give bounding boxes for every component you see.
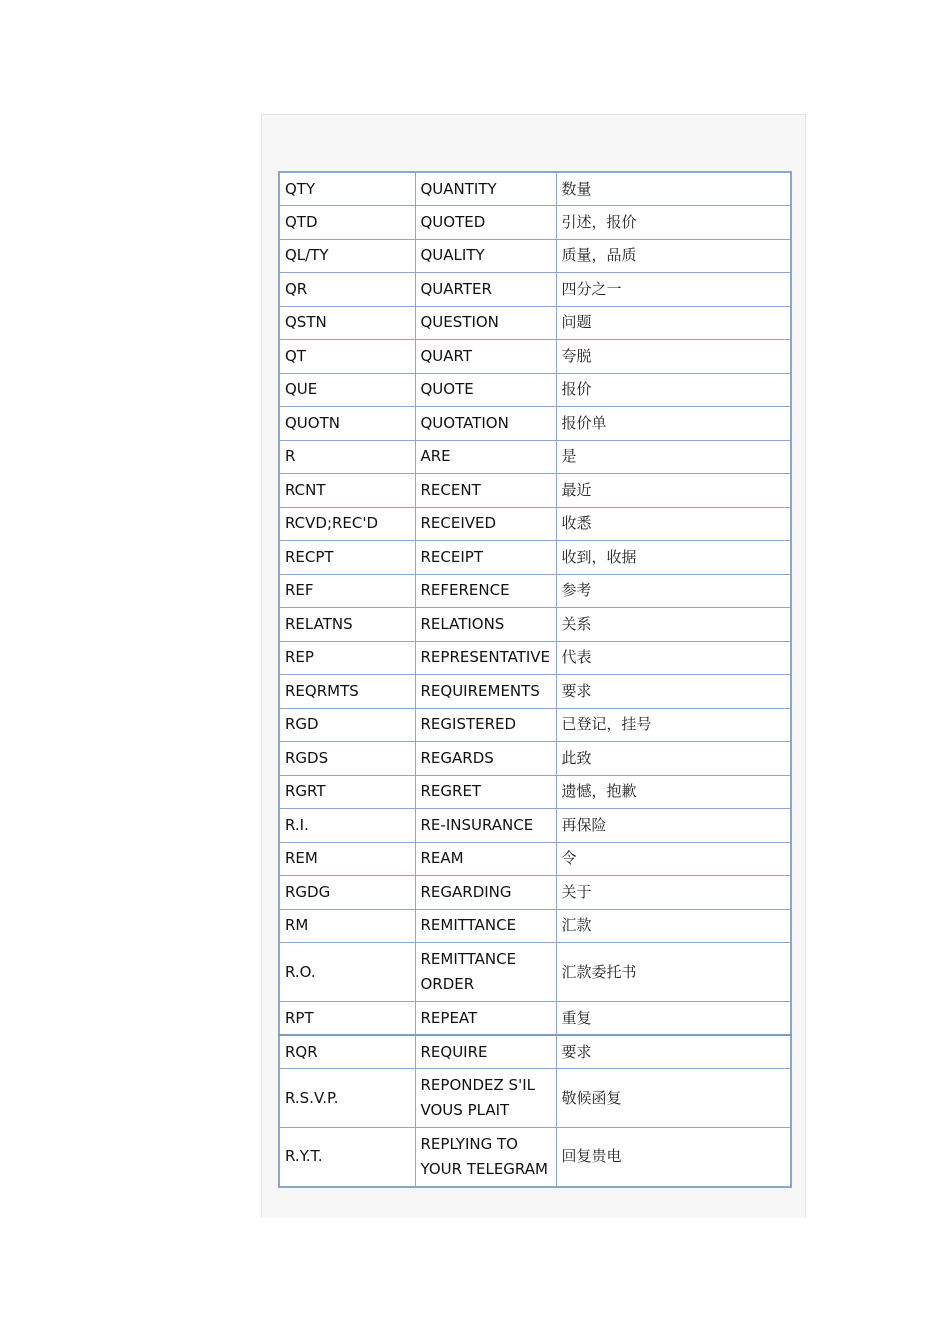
abbreviation-cell: REF <box>279 574 415 608</box>
chinese-meaning-cell: 收到，收据 <box>556 541 791 575</box>
chinese-meaning-cell: 报价单 <box>556 407 791 441</box>
full-term-cell: QUOTE <box>415 373 556 407</box>
full-term-cell: QUART <box>415 340 556 374</box>
abbreviation-cell: RECPT <box>279 541 415 575</box>
full-term-line: YOUR TELEGRAM <box>420 1159 548 1178</box>
abbreviation-cell: RQR <box>279 1035 415 1069</box>
abbreviation-cell: QT <box>279 340 415 374</box>
full-term-cell: REGISTERED <box>415 708 556 742</box>
abbreviation-cell: QUE <box>279 373 415 407</box>
full-term-cell: QUOTATION <box>415 407 556 441</box>
full-term-cell: RECEIPT <box>415 541 556 575</box>
full-term-cell: ARE <box>415 440 556 474</box>
chinese-meaning-cell: 质量，品质 <box>556 239 791 273</box>
table-row <box>279 474 791 508</box>
full-term-cell <box>415 943 556 1002</box>
chinese-meaning-cell: 关系 <box>556 608 791 642</box>
chinese-meaning-cell: 遗憾，抱歉 <box>556 775 791 809</box>
chinese-meaning-cell: 收悉 <box>556 507 791 541</box>
full-term-cell: RECENT <box>415 474 556 508</box>
full-term-line: REMITTANCE <box>420 950 517 968</box>
full-term-cell: QUARTER <box>415 273 556 307</box>
abbreviation-cell: RCNT <box>279 474 415 508</box>
chinese-meaning-cell: 要求 <box>556 1035 791 1069</box>
chinese-meaning-cell: 汇款委托书 <box>556 943 791 1002</box>
full-term-line: ORDER <box>420 975 475 993</box>
table-row <box>279 340 791 374</box>
chinese-meaning-cell: 令 <box>556 842 791 876</box>
table-row <box>279 172 791 206</box>
table-row <box>279 541 791 575</box>
chinese-meaning-cell: 汇款 <box>556 909 791 943</box>
full-term-line: REPLYING TO <box>420 1134 518 1153</box>
full-term-cell: RECEIVED <box>415 507 556 541</box>
chinese-meaning-cell: 代表 <box>556 641 791 675</box>
full-term-cell: REGARDS <box>415 742 556 776</box>
full-term-cell: RE-INSURANCE <box>415 809 556 843</box>
abbreviation-cell: QTD <box>279 206 415 240</box>
full-term-cell: REFERENCE <box>415 574 556 608</box>
abbreviation-cell: QL/TY <box>279 239 415 273</box>
chinese-meaning-cell: 报价 <box>556 373 791 407</box>
table-row <box>279 809 791 843</box>
abbreviation-cell: R.I. <box>279 809 415 843</box>
table-row <box>279 943 791 1002</box>
full-term-cell: REQUIRE <box>415 1035 556 1069</box>
abbreviation-cell: R.O. <box>279 943 415 1002</box>
abbreviation-cell: QUOTN <box>279 407 415 441</box>
abbreviation-cell: R.S.V.P. <box>279 1069 415 1128</box>
chinese-meaning-cell: 引述，报价 <box>556 206 791 240</box>
table-row <box>279 440 791 474</box>
table-row <box>279 306 791 340</box>
full-term-cell <box>415 1128 556 1187</box>
table-row <box>279 273 791 307</box>
full-term-cell <box>415 1069 556 1128</box>
abbreviation-cell: RGDG <box>279 876 415 910</box>
table-row <box>279 1035 791 1069</box>
table-row <box>279 1128 791 1187</box>
chinese-meaning-cell: 数量 <box>556 172 791 206</box>
chinese-meaning-cell: 要求 <box>556 675 791 709</box>
abbreviation-cell: QSTN <box>279 306 415 340</box>
chinese-meaning-cell: 敬候函复 <box>556 1069 791 1128</box>
table-row <box>279 206 791 240</box>
full-term-cell: QUOTED <box>415 206 556 240</box>
full-term-cell: QUALITY <box>415 239 556 273</box>
abbreviation-cell: RGD <box>279 708 415 742</box>
table-row <box>279 775 791 809</box>
chinese-meaning-cell: 问题 <box>556 306 791 340</box>
full-term-line: REPONDEZ S'IL <box>420 1076 535 1094</box>
chinese-meaning-cell: 是 <box>556 440 791 474</box>
table-row <box>279 742 791 776</box>
full-term-cell: REPRESENTATIVE <box>415 641 556 675</box>
full-term-cell: QUANTITY <box>415 172 556 206</box>
abbreviation-cell: R.Y.T. <box>279 1128 415 1187</box>
abbreviation-cell: RPT <box>279 1002 415 1036</box>
abbreviation-cell: REP <box>279 641 415 675</box>
table-row <box>279 608 791 642</box>
full-term-cell: RELATIONS <box>415 608 556 642</box>
table-row <box>279 507 791 541</box>
chinese-meaning-cell: 最近 <box>556 474 791 508</box>
abbreviation-cell: QR <box>279 273 415 307</box>
full-term-cell: REGRET <box>415 775 556 809</box>
table-row <box>279 239 791 273</box>
full-term-cell: REQUIREMENTS <box>415 675 556 709</box>
abbreviation-cell: RGDS <box>279 742 415 776</box>
full-term-cell: REGARDING <box>415 876 556 910</box>
chinese-meaning-cell: 四分之一 <box>556 273 791 307</box>
table-row <box>279 373 791 407</box>
abbreviation-cell: REM <box>279 842 415 876</box>
table-row <box>279 876 791 910</box>
chinese-meaning-cell: 参考 <box>556 574 791 608</box>
chinese-meaning-cell: 此致 <box>556 742 791 776</box>
full-term-cell: QUESTION <box>415 306 556 340</box>
abbreviation-table <box>278 171 792 1188</box>
table-row <box>279 407 791 441</box>
abbreviation-cell: RGRT <box>279 775 415 809</box>
table-row <box>279 1069 791 1128</box>
abbreviation-cell: R <box>279 440 415 474</box>
abbreviation-cell: QTY <box>279 172 415 206</box>
table-row <box>279 842 791 876</box>
chinese-meaning-cell: 再保险 <box>556 809 791 843</box>
table-row <box>279 574 791 608</box>
full-term-cell: REMITTANCE <box>415 909 556 943</box>
table-row <box>279 675 791 709</box>
abbreviation-cell: RM <box>279 909 415 943</box>
abbreviation-cell: RCVD;REC'D <box>279 507 415 541</box>
full-term-line: VOUS PLAIT <box>420 1101 510 1119</box>
chinese-meaning-cell: 夸脱 <box>556 340 791 374</box>
full-term-cell: REPEAT <box>415 1002 556 1036</box>
table-row <box>279 1002 791 1036</box>
chinese-meaning-cell: 重复 <box>556 1002 791 1036</box>
abbreviation-cell: RELATNS <box>279 608 415 642</box>
table-row <box>279 641 791 675</box>
table-row <box>279 909 791 943</box>
chinese-meaning-cell: 已登记，挂号 <box>556 708 791 742</box>
abbreviation-cell: REQRMTS <box>279 675 415 709</box>
full-term-cell: REAM <box>415 842 556 876</box>
table-row <box>279 708 791 742</box>
chinese-meaning-cell: 回复贵电 <box>556 1128 791 1187</box>
chinese-meaning-cell: 关于 <box>556 876 791 910</box>
